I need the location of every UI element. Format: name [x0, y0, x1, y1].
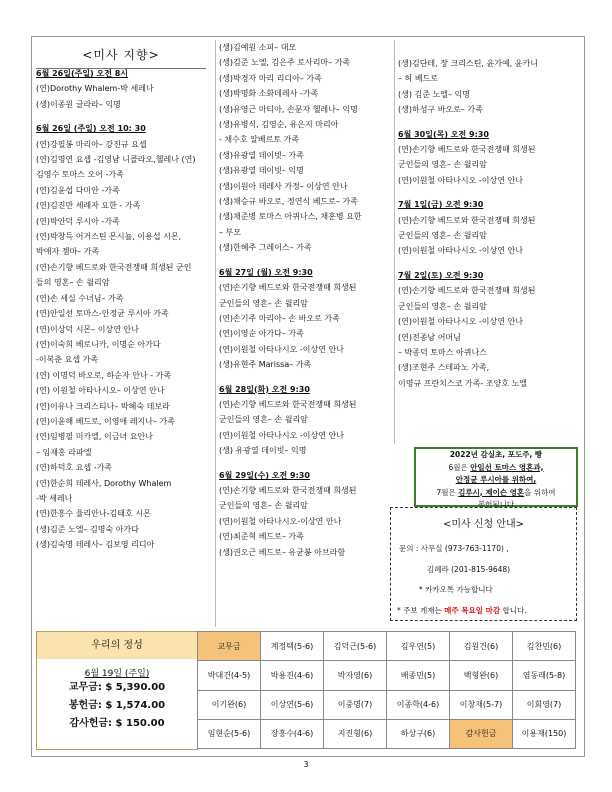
office-phone: 문의 : 사무실 (973-763-1170) ,	[399, 544, 509, 553]
mass-intention-line: (연)강필봉 마리아– 강진규 요셉	[36, 139, 147, 149]
mass-intention-line: (연)손기향 베드로와 한국전쟁때 희생된	[219, 399, 357, 409]
mass-intention-line: (생)채승규 바오로, 정연식 베드로– 가족	[219, 197, 358, 207]
mass-intention-line: (생)유현주 Marissa– 가족	[219, 360, 312, 370]
kakao-note: * 카카오톡 가능합니다	[419, 585, 493, 594]
offering-amount: 교무금: $ 5,390.00	[68, 682, 166, 693]
mass-intention-line: (생)조현주 스테파노 가족,	[398, 363, 490, 373]
mass-intention-line: (생)박경자 마리 리디아– 가족	[219, 73, 322, 83]
donor-cell: 김원건(6)	[450, 632, 513, 661]
mass-intention-line: 군인들의 영혼– 손 윌리암	[398, 231, 487, 241]
donor-cell: 박용진(4-6)	[261, 661, 324, 690]
donor-cell: 배종민(5)	[387, 661, 450, 690]
mass-intention-line: 이명규 프란치스코 가족- 조양호 노엘	[398, 378, 527, 388]
section-spacer	[398, 118, 584, 127]
mass-intention-line: (연)임병필 미카엘, 이금녀 요안나	[36, 432, 153, 442]
mass-intention-line: (연)이원철 아타나시오 -이상연 안나	[219, 430, 344, 440]
mass-intention-line: (연)손기향 베드로와 한국전쟁때 희생된	[398, 286, 536, 296]
mass-intention-line: – 임재홍 라파엘	[36, 447, 92, 457]
mass-intention-line: (생)권오근 베드로– 유균봉 아브라함	[219, 547, 346, 557]
mass-intention-line: (연)이숙희 베로니카, 이명순 아가다	[36, 339, 161, 349]
mass-intention-line: (생) 김준 노엘– 익명	[398, 89, 470, 99]
page-number: 3	[303, 760, 309, 769]
mass-intention-line: (연)박안덕 루시아 -가족	[36, 216, 120, 226]
mass-intention-line: 군인들의 영혼– 손 윌리암	[398, 301, 487, 311]
mass-intention-line: (연)안일선 토마스-안정균 루시아 가족	[36, 309, 169, 319]
mass-intention-line: – 부모	[219, 227, 241, 237]
mass-intention-line: 군인들의 영혼– 손 윌리암	[219, 501, 308, 511]
mass-intention-line: 군인들의 영혼– 손 윌리암	[219, 298, 308, 308]
mass-intention-line: 들의 영혼– 손 윌리암	[36, 278, 110, 288]
mass-intention-line: (생)박명화 소화데레사 -가족	[219, 89, 319, 99]
mass-intention-line: (연)최준혁 베드로– 가족	[219, 532, 304, 542]
mass-intention-line: (생)김숙명 데레사– 김보영 리디아	[36, 540, 155, 550]
donor-cell: 이기완(6)	[198, 691, 261, 720]
contact-phone: 김혜라 (201-815-9648)	[427, 565, 511, 574]
donor-cell: 김우연(5)	[387, 632, 450, 661]
notice-line: 6월은 안일선 토마스 영혼과,	[448, 462, 544, 472]
mass-intention-line: (연)이원철 아타나시오 -이상연 안나	[219, 344, 344, 354]
mass-intention-line: (연)손기향 베드로와 한국전쟁때 희생된	[219, 283, 357, 293]
offering-summary	[36, 631, 198, 750]
mass-intention-line: (연)김윤섭 다미안 -가족	[36, 185, 120, 195]
donor-category-cell: 교무금	[198, 632, 261, 661]
mass-schedule-heading: 6월 30일(목) 오전 9:30	[398, 129, 489, 139]
mass-intention-line: - 채수호 알베르토 가족	[219, 135, 300, 145]
donor-cell: 임현순(5-6)	[198, 720, 261, 749]
donor-cell: 이중명(7)	[324, 691, 387, 720]
mass-intention-line: (연)김명연 요셉 -김영남 니콜라오,헬레나 (연)	[36, 155, 196, 165]
intentions-column-2	[219, 40, 395, 560]
mass-schedule-heading: 6월 28일(화) 오전 9:30	[219, 384, 310, 394]
mass-intention-line: -박 세레나	[36, 493, 73, 503]
intentions-column-3	[398, 56, 584, 391]
mass-intention-line: (생)유광열 데이빗– 가족	[219, 150, 304, 160]
section-spacer	[219, 373, 395, 382]
mass-intention-line: (생)김준 노엘– 김명숙 아가다	[36, 524, 139, 534]
offering-date: 6월 19일 (주일)	[84, 669, 150, 679]
mass-intention-line: (연)이윤해 베드로, 이영애 레지나– 가족	[36, 416, 175, 426]
mass-intention-line: (연)손기향 베드로와 한국전쟁때 희생된 군인	[36, 262, 192, 272]
mass-intention-line: (연)이유나 크리스티나– 박혜숙 데보라	[36, 401, 170, 411]
mass-request-info-box	[390, 507, 577, 621]
donor-cell: 염동래(5-8)	[513, 661, 576, 690]
mass-schedule-heading: 6월 29일(수) 오전 9:30	[219, 470, 310, 480]
notice-line: 7월은 김루시, 제이슨 영혼을 위하여	[436, 487, 556, 497]
mass-intention-line: (생)김예원 소피– 대모	[219, 43, 297, 52]
donor-cell: 이창재(5-7)	[450, 691, 513, 720]
mass-intention-line: – 허 베드로	[398, 74, 438, 84]
mass-intention-line: (생)유영근 마티아, 손문자 헬레나– 익명	[219, 104, 358, 114]
notice-line: 봉헌됩니다	[477, 500, 515, 509]
mass-intention-line: (연)이영순 아가다– 가족	[219, 329, 304, 339]
mass-intention-line: (연)김진만 세례자 요한 - 가족	[36, 201, 141, 211]
mass-intention-line: (연)Dorothy Whalem-박 세레나	[36, 84, 154, 94]
mass-schedule-heading: 7월 2일(토) 오전 9:30	[398, 270, 484, 280]
donor-cell: 계정택(5-6)	[261, 632, 324, 661]
mass-intention-line: (생)유병식, 김영순, 유은지 마리아	[219, 120, 339, 130]
mass-intention-line: (연)손기향 베드로와 한국전쟁때 희생된	[219, 485, 357, 495]
mass-intention-line: 박애자 젬마– 가족	[36, 247, 100, 257]
mass-intention-line: – 박종덕 토마스 아퀴나스	[398, 347, 487, 357]
mass-intention-line: (생)채준병 토마스 아퀴나스, 채훈병 요한	[219, 212, 362, 222]
mass-intention-line: (생)김단테, 장 크리스틴, 윤가예, 윤카니	[398, 59, 538, 68]
mass-intention-line: (연) 이원철 아타나시오– 이상연 안나	[36, 386, 165, 396]
donor-cell: 이상연(5-6)	[261, 691, 324, 720]
donor-cell: 김찬민(6)	[513, 632, 576, 661]
mass-schedule-heading: 7월 1일(금) 오전 9:30	[398, 200, 484, 210]
intentions-title-box	[36, 40, 206, 69]
mass-intention-line: (생)이종원 글라라– 익명	[36, 99, 121, 109]
offering-notice-box	[414, 447, 578, 507]
mass-intention-line: (연)박창득 어거스틴 몬시뇰, 이용섭 시몬,	[36, 232, 182, 242]
column-divider	[215, 40, 216, 627]
mass-intention-line: (연)이상덕 시몬– 이상연 안나	[36, 324, 139, 334]
mass-intention-line: (생)김준 노엘, 김은주 로사리마– 가족	[219, 58, 351, 68]
mass-intention-line: (연)손기주 마리아– 손 바오로 가족	[219, 313, 340, 323]
mass-intention-line: (연)이원철 아타나시오 -이상연 안나	[398, 317, 523, 327]
notice-line: 안정균 루시아를 위하여,	[455, 475, 537, 484]
donor-cell: 박자영(6)	[324, 661, 387, 690]
notice-heading: 2022년 감실초, 포도주, 빵	[449, 450, 543, 459]
donor-cell: 김덕근(5-6)	[324, 632, 387, 661]
mass-intention-line: (연)하덕호 요셉 -가족	[36, 463, 113, 473]
mass-intention-line: (연)한순희 데레사, Dorothy Whalem	[36, 478, 172, 488]
mass-intention-line: -이복춘 요셉 가족	[36, 355, 99, 365]
donor-category-cell: 감사헌금	[450, 720, 513, 749]
mass-intention-line: (연)이원철 아타나시오-이상연 안나	[219, 516, 342, 526]
section-spacer	[36, 112, 212, 121]
mass-intention-line: (생)이원아 데레사 가정– 이상연 안나	[219, 181, 348, 191]
donor-cell: 지진형(6)	[324, 720, 387, 749]
donor-cell: 이용재(150)	[513, 720, 576, 749]
donor-cell: 박대건(4-5)	[198, 661, 261, 690]
mass-intention-line: (연)이원철 아타나시오 -이상연 안나	[398, 175, 523, 185]
donor-cell: 백형완(6)	[450, 661, 513, 690]
mass-intention-line: (생)한혜주 그레이스– 가족	[219, 243, 312, 253]
signup-title: <미사 신청 안내>	[442, 519, 525, 530]
intentions-title: <미사 지향>	[82, 48, 160, 62]
mass-intention-line: 군인들의 영혼– 손 윌리암	[219, 415, 308, 425]
mass-intention-line: (연) 이명덕 바오로, 하순자 안나 - 가족	[36, 370, 172, 380]
intentions-column-1	[36, 66, 212, 553]
offering-title: 우리의 정성	[37, 632, 197, 659]
section-spacer	[219, 256, 395, 265]
mass-intention-line: (연)한흥수 율리안나-김태호 시몬	[36, 509, 151, 519]
offering-amount: 감사헌금: $ 150.00	[69, 718, 165, 729]
mass-intention-line: 김영수 토마스 오어 -가족	[36, 170, 124, 180]
mass-intention-line: (연)전종남 어머님	[398, 332, 461, 342]
donor-cell: 장흥수(4-6)	[261, 720, 324, 749]
section-spacer	[219, 459, 395, 468]
deadline-note: * 주보 게재는 매주 목요일 마감 합니다.	[397, 606, 527, 615]
section-spacer	[398, 259, 584, 268]
mass-intention-line: (연)손 세실 수녀님– 가족	[36, 293, 124, 303]
mass-intention-line: (생) 유광열 데이빗– 익명	[219, 446, 307, 456]
mass-intention-line: (생)하성구 바오로– 가족	[398, 105, 483, 115]
mass-intention-line: (연)손기향 베드로와 한국전쟁때 희생된	[398, 145, 536, 155]
mass-schedule-heading: 6월 26일 (주일) 오전 10: 30	[36, 124, 146, 134]
donor-cell: 하상구(6)	[387, 720, 450, 749]
mass-intention-line: (연)손기향 베드로와 한국전쟁때 희생된	[398, 215, 536, 225]
section-spacer	[398, 188, 584, 197]
mass-schedule-heading: 6월 27일 (월) 오전 9:30	[219, 267, 313, 277]
mass-intention-line: 군인들의 영혼– 손 윌리암	[398, 160, 487, 170]
mass-schedule-heading: 6월 26일(주일) 오전 8시	[36, 69, 129, 78]
donor-cell: 이종학(4-6)	[387, 691, 450, 720]
mass-intention-line: (생)유광열 데이빗– 익명	[219, 166, 304, 176]
mass-intention-line: (연)이원철 아타나시오 -이상연 안나	[398, 246, 523, 256]
offering-amount: 봉헌금: $ 1,574.00	[68, 700, 166, 711]
donor-cell: 이회영(7)	[513, 691, 576, 720]
donor-table	[197, 631, 576, 749]
